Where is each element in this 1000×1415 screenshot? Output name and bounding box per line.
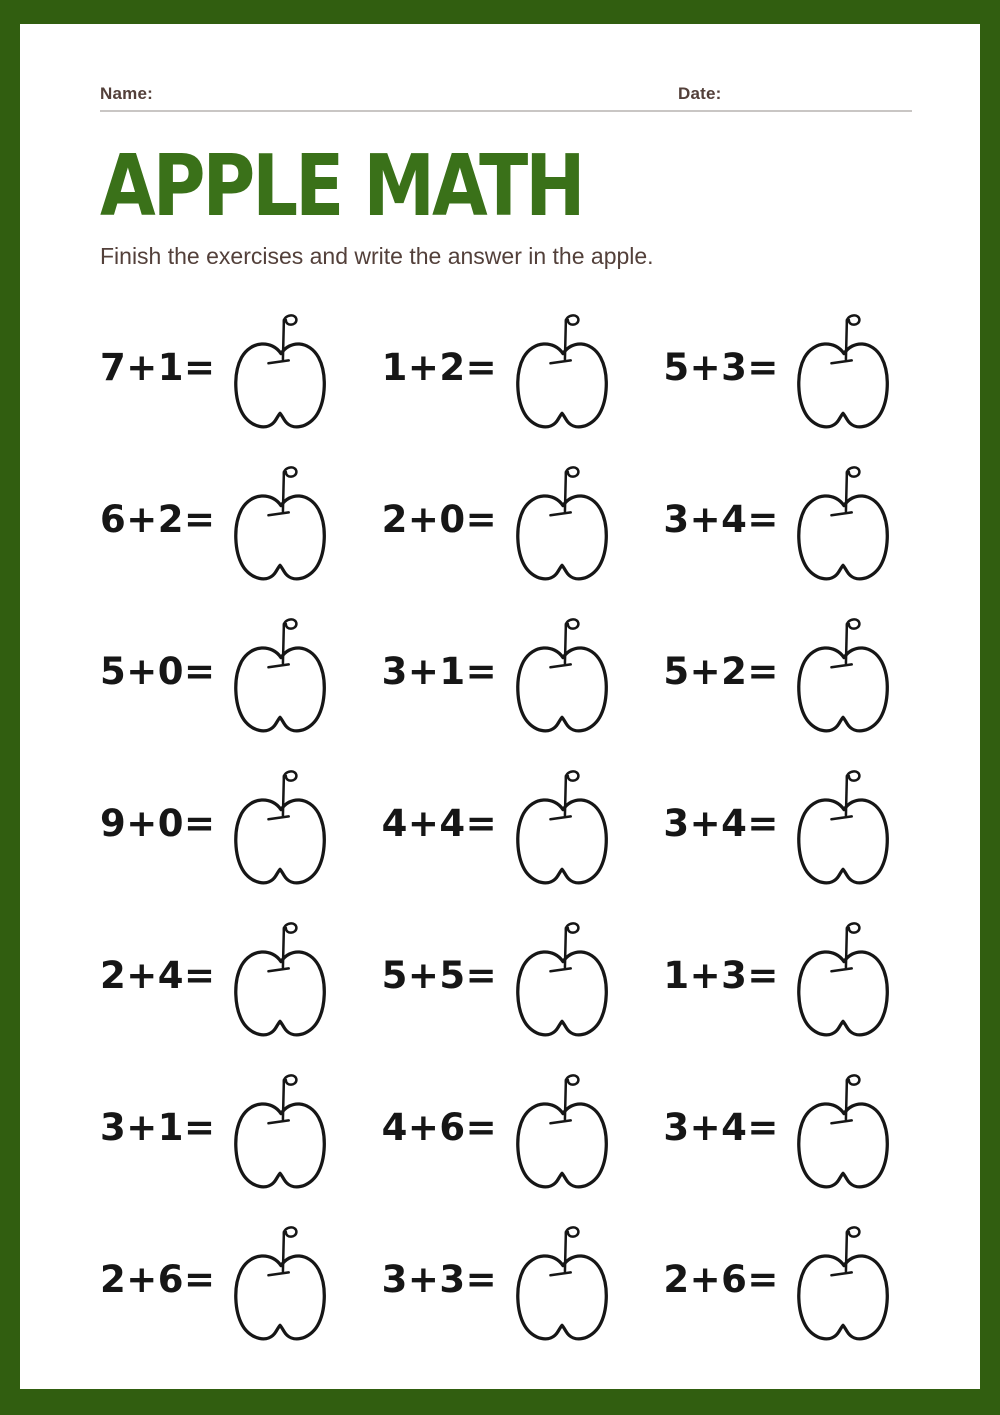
apple-outline-icon <box>228 1070 334 1192</box>
problem-cell <box>100 900 382 1052</box>
apple-answer-slot[interactable] <box>510 918 616 1040</box>
apple-answer-slot[interactable] <box>791 462 897 584</box>
apple-answer-slot[interactable] <box>228 614 334 736</box>
apple-outline-icon <box>791 1222 897 1344</box>
problem-cell <box>382 900 664 1052</box>
apple-answer-slot[interactable] <box>791 1070 897 1192</box>
apple-outline-icon <box>228 462 334 584</box>
apple-outline-icon <box>228 918 334 1040</box>
apple-answer-slot[interactable] <box>510 1070 616 1192</box>
apple-outline-icon <box>510 310 616 432</box>
apple-answer-slot[interactable] <box>510 766 616 888</box>
apple-outline-icon <box>510 614 616 736</box>
problem-cell <box>663 292 945 444</box>
apple-answer-slot[interactable] <box>791 310 897 432</box>
problem-cell <box>100 596 382 748</box>
equation-label: 3+1= <box>100 1106 216 1150</box>
apple-outline-icon <box>791 766 897 888</box>
name-date-line[interactable] <box>100 84 912 112</box>
equation-label: 3+3= <box>381 1258 498 1302</box>
equation-label: 3+4= <box>663 802 779 846</box>
problem-cell <box>382 596 664 748</box>
apple-answer-slot[interactable] <box>791 614 897 736</box>
apple-answer-slot[interactable] <box>228 1070 334 1192</box>
equation-label: 9+0= <box>100 802 216 846</box>
apple-outline-icon <box>228 310 334 432</box>
equation-label: 5+5= <box>381 954 498 998</box>
problem-cell <box>100 292 382 444</box>
problem-cell <box>663 596 945 748</box>
equation-label: 1+3= <box>663 954 779 998</box>
problem-cell <box>382 1204 664 1356</box>
problem-cell <box>663 1052 945 1204</box>
problem-cell <box>663 900 945 1052</box>
equation-label: 1+2= <box>381 346 498 390</box>
equation-label: 3+1= <box>381 650 498 694</box>
apple-outline-icon <box>510 918 616 1040</box>
equation-label: 2+0= <box>381 498 498 542</box>
date-label: Date: <box>678 84 722 103</box>
apple-outline-icon <box>791 310 897 432</box>
equation-label: 6+2= <box>100 498 216 542</box>
problem-cell <box>382 1052 664 1204</box>
problem-cell <box>100 1052 382 1204</box>
problems-grid <box>100 292 945 1356</box>
equation-label: 5+2= <box>663 650 779 694</box>
apple-answer-slot[interactable] <box>228 462 334 584</box>
apple-answer-slot[interactable] <box>510 462 616 584</box>
equation-label: 5+3= <box>663 346 779 390</box>
apple-answer-slot[interactable] <box>510 614 616 736</box>
apple-outline-icon <box>510 766 616 888</box>
equation-label: 2+6= <box>663 1258 779 1302</box>
equation-label: 2+4= <box>100 954 216 998</box>
apple-outline-icon <box>510 462 616 584</box>
apple-outline-icon <box>791 918 897 1040</box>
problem-cell <box>663 748 945 900</box>
apple-outline-icon <box>510 1222 616 1344</box>
problem-cell <box>382 292 664 444</box>
problem-cell <box>100 444 382 596</box>
page-title: APPLE MATH <box>100 135 583 236</box>
apple-outline-icon <box>791 614 897 736</box>
equation-label: 7+1= <box>100 346 216 390</box>
apple-outline-icon <box>791 462 897 584</box>
equation-label: 3+4= <box>663 498 779 542</box>
problem-cell <box>382 444 664 596</box>
apple-answer-slot[interactable] <box>791 918 897 1040</box>
apple-outline-icon <box>228 1222 334 1344</box>
apple-outline-icon <box>510 1070 616 1192</box>
equation-label: 4+4= <box>381 802 498 846</box>
apple-outline-icon <box>228 766 334 888</box>
problem-cell <box>663 1204 945 1356</box>
equation-label: 5+0= <box>100 650 216 694</box>
equation-label: 4+6= <box>381 1106 498 1150</box>
apple-answer-slot[interactable] <box>228 766 334 888</box>
apple-answer-slot[interactable] <box>228 1222 334 1344</box>
apple-outline-icon <box>791 1070 897 1192</box>
apple-answer-slot[interactable] <box>510 1222 616 1344</box>
equation-label: 3+4= <box>663 1106 779 1150</box>
apple-answer-slot[interactable] <box>228 918 334 1040</box>
problem-cell <box>100 748 382 900</box>
problem-cell <box>663 444 945 596</box>
apple-outline-icon <box>228 614 334 736</box>
problem-cell <box>382 748 664 900</box>
apple-answer-slot[interactable] <box>510 310 616 432</box>
apple-answer-slot[interactable] <box>791 766 897 888</box>
apple-answer-slot[interactable] <box>228 310 334 432</box>
apple-answer-slot[interactable] <box>791 1222 897 1344</box>
instructions-text: Finish the exercises and write the answer in the apple. <box>100 243 654 269</box>
equation-label: 2+6= <box>100 1258 216 1302</box>
name-label: Name: <box>100 84 153 103</box>
problem-cell <box>100 1204 382 1356</box>
